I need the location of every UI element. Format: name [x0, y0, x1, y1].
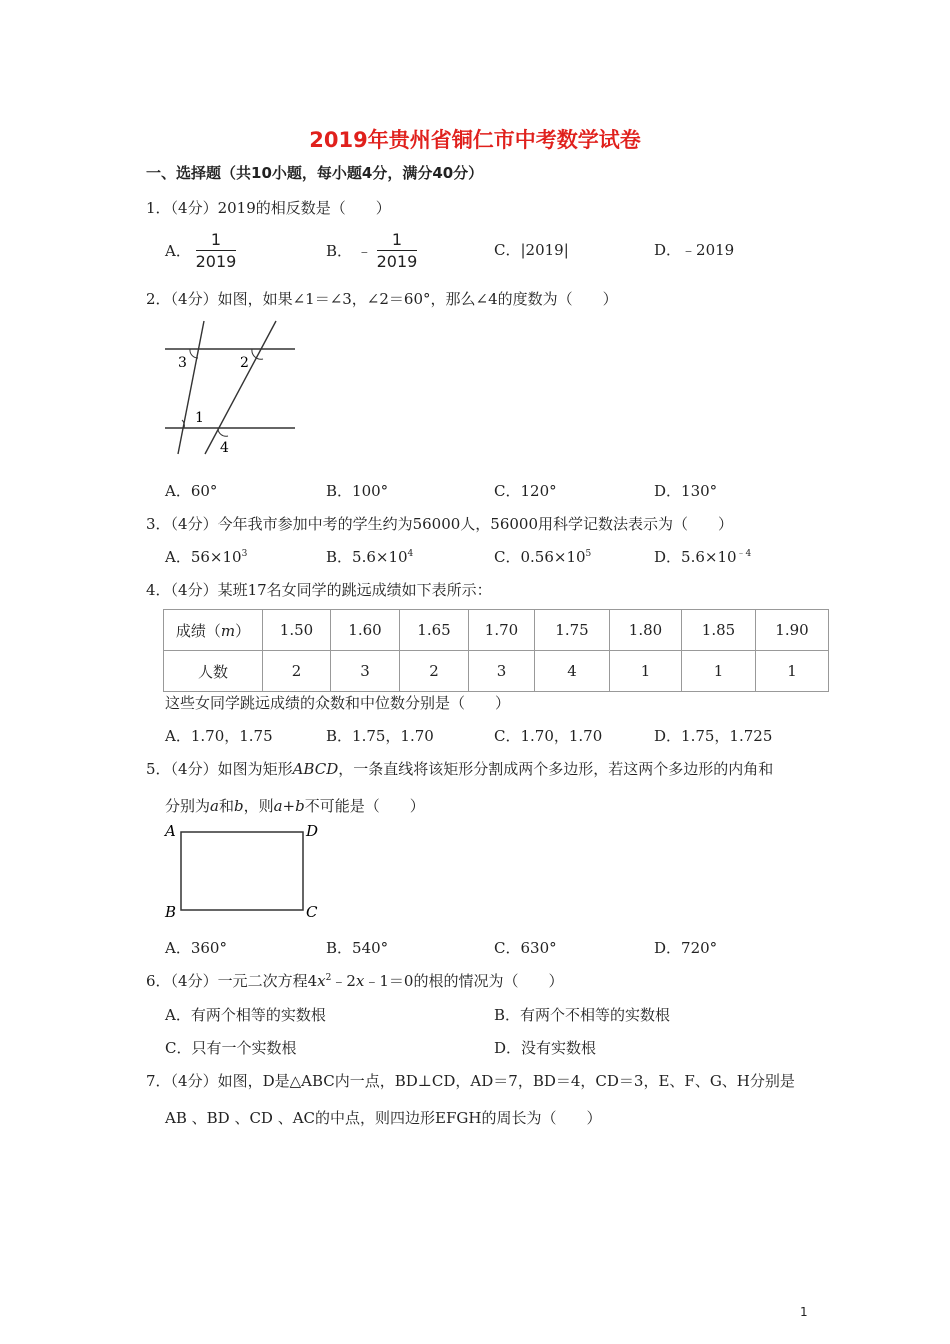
section-heading: 一、选择题（共10小题，每小题4分，满分40分） [146, 164, 484, 182]
q4-score-cell: 1.90 [756, 610, 829, 651]
q1-b-numerator: 1 [377, 230, 418, 251]
q3-option-a [165, 546, 247, 567]
q4-score-cell: 1.85 [682, 610, 756, 651]
q6-option-c: C．只有一个实数根 [165, 1039, 297, 1057]
table-row [164, 651, 829, 692]
q3-b-base: B．5.6×10 [326, 548, 408, 566]
q1-option-b-fraction [377, 230, 418, 271]
q4-count-cell: 2 [263, 651, 331, 692]
q1-stem: 1．（4分）2019的相反数是（ ） [146, 199, 391, 217]
q1-option-c: C．|2019| [494, 241, 569, 259]
q4-score-table [163, 609, 829, 692]
q2-angle-label-1: 1 [195, 410, 204, 426]
q1-option-a-label: A． [165, 242, 191, 260]
q6-option-b: B．有两个不相等的实数根 [494, 1006, 671, 1024]
q5-vertex-d: D [306, 822, 319, 840]
q4-count-cell: 1 [682, 651, 756, 692]
q4-count-cell: 3 [469, 651, 535, 692]
q4-score-cell: 1.75 [535, 610, 610, 651]
q3-c-base: C．0.56×10 [494, 548, 586, 566]
q4-option-d: D．1.75，1.725 [654, 727, 773, 745]
q2-option-d: D．130° [654, 482, 718, 500]
q3-a-exponent: 3 [241, 549, 248, 559]
q4-option-b: B．1.75，1.70 [326, 727, 434, 745]
q1-option-d: D．﹣2019 [654, 241, 735, 259]
q6-option-d: D．没有实数根 [494, 1039, 597, 1057]
q2-figure [160, 318, 300, 458]
q4-option-a: A．1.70，1.75 [165, 727, 273, 745]
page-title: 2019年贵州省铜仁市中考数学试卷 [309, 128, 641, 152]
q7-line2: AB 、BD 、CD 、AC的中点，则四边形EFGH的周长为（ ） [165, 1109, 602, 1127]
q1-option-a [165, 230, 236, 271]
q4-score-cell: 1.60 [331, 610, 400, 651]
q1-option-b-sign: ﹣ [356, 242, 372, 260]
q5-option-d: D．720° [654, 939, 718, 957]
q4-count-cell: 1 [610, 651, 682, 692]
q3-d-base: D．5.6×10 [654, 548, 737, 566]
q4-row1-header: 成绩（m） [164, 610, 263, 651]
q5-rectangle [181, 832, 303, 910]
q4-score-cell: 1.65 [400, 610, 469, 651]
q4-option-c: C．1.70，1.70 [494, 727, 603, 745]
q5-vertex-c: C [306, 903, 318, 921]
q4-count-cell: 4 [535, 651, 610, 692]
q6-stem: 6．（4分）一元二次方程$4x^2﹣2x﹣1=0$的根的情况为（ ） [146, 972, 564, 990]
table-row [164, 610, 829, 651]
q1-a-numerator: 1 [196, 230, 237, 251]
q1-b-denominator: 2019 [376, 252, 418, 271]
q1-option-b [326, 230, 417, 271]
q3-d-exponent: ﹣4 [736, 549, 752, 559]
q2-option-c: C．120° [494, 482, 557, 500]
q3-option-d [654, 546, 751, 567]
q1-option-b-label: B． [326, 242, 353, 260]
q5-line1: 5．（4分）如图为矩形ABCD，一条直线将该矩形分割成两个多边形，若这两个多边形的内角和 [146, 760, 774, 778]
q3-c-exponent: 5 [585, 549, 592, 559]
q4-row2-header: 人数 [164, 651, 263, 692]
page-number: 1 [800, 1305, 808, 1319]
q5-line2: 分别为a和b，则a+b不可能是（ ） [165, 797, 425, 815]
q2-angle-label-3: 3 [178, 355, 187, 371]
q2-transversal-left [178, 321, 204, 454]
q4-count-cell: 2 [400, 651, 469, 692]
q4-count-cell: 3 [331, 651, 400, 692]
q5-option-b: B．540° [326, 939, 389, 957]
q2-option-b: B．100° [326, 482, 389, 500]
q5-rectangle-figure [160, 820, 330, 925]
q3-option-b [326, 546, 413, 567]
q4-score-cell: 1.70 [469, 610, 535, 651]
q4-count-cell: 1 [756, 651, 829, 692]
q5-vertex-a: A [165, 822, 176, 840]
q5-vertex-b: B [165, 903, 177, 921]
q2-angle-label-4: 4 [220, 440, 229, 456]
q5-option-a: A．360° [165, 939, 227, 957]
q4-score-cell: 1.80 [610, 610, 682, 651]
q2-transversal-right [205, 321, 276, 454]
q5-option-c: C．630° [494, 939, 557, 957]
q3-option-c [494, 546, 591, 567]
q2-angle-2-arc [252, 349, 263, 359]
q2-angle-4-arc [218, 428, 228, 436]
q3-a-base: A．56×10 [165, 548, 242, 566]
q6-option-a: A．有两个相等的实数根 [165, 1006, 326, 1024]
q2-angle-label-2: 2 [240, 355, 249, 371]
q1-a-denominator: 2019 [195, 252, 237, 271]
q7-line1: 7．（4分）如图，D是△ABC内一点，BD⊥CD，AD＝7，BD＝4，CD＝3，E、F、G、H分别是 [146, 1072, 795, 1090]
q3-b-exponent: 4 [407, 549, 414, 559]
q1-option-a-fraction [196, 230, 237, 271]
q4-question: 这些女同学跳远成绩的众数和中位数分别是（ ） [165, 694, 511, 712]
q2-stem: 2．（4分）如图，如果∠1＝∠3，∠2＝60°，那么∠4的度数为（ ） [146, 290, 618, 308]
q4-score-cell: 1.50 [263, 610, 331, 651]
q2-option-a: A．60° [165, 482, 218, 500]
q4-stem: 4．（4分）某班17名女同学的跳远成绩如下表所示： [146, 581, 492, 599]
q3-stem: 3．（4分）今年我市参加中考的学生约为56000人，56000用科学记数法表示为（ ） [146, 515, 734, 533]
